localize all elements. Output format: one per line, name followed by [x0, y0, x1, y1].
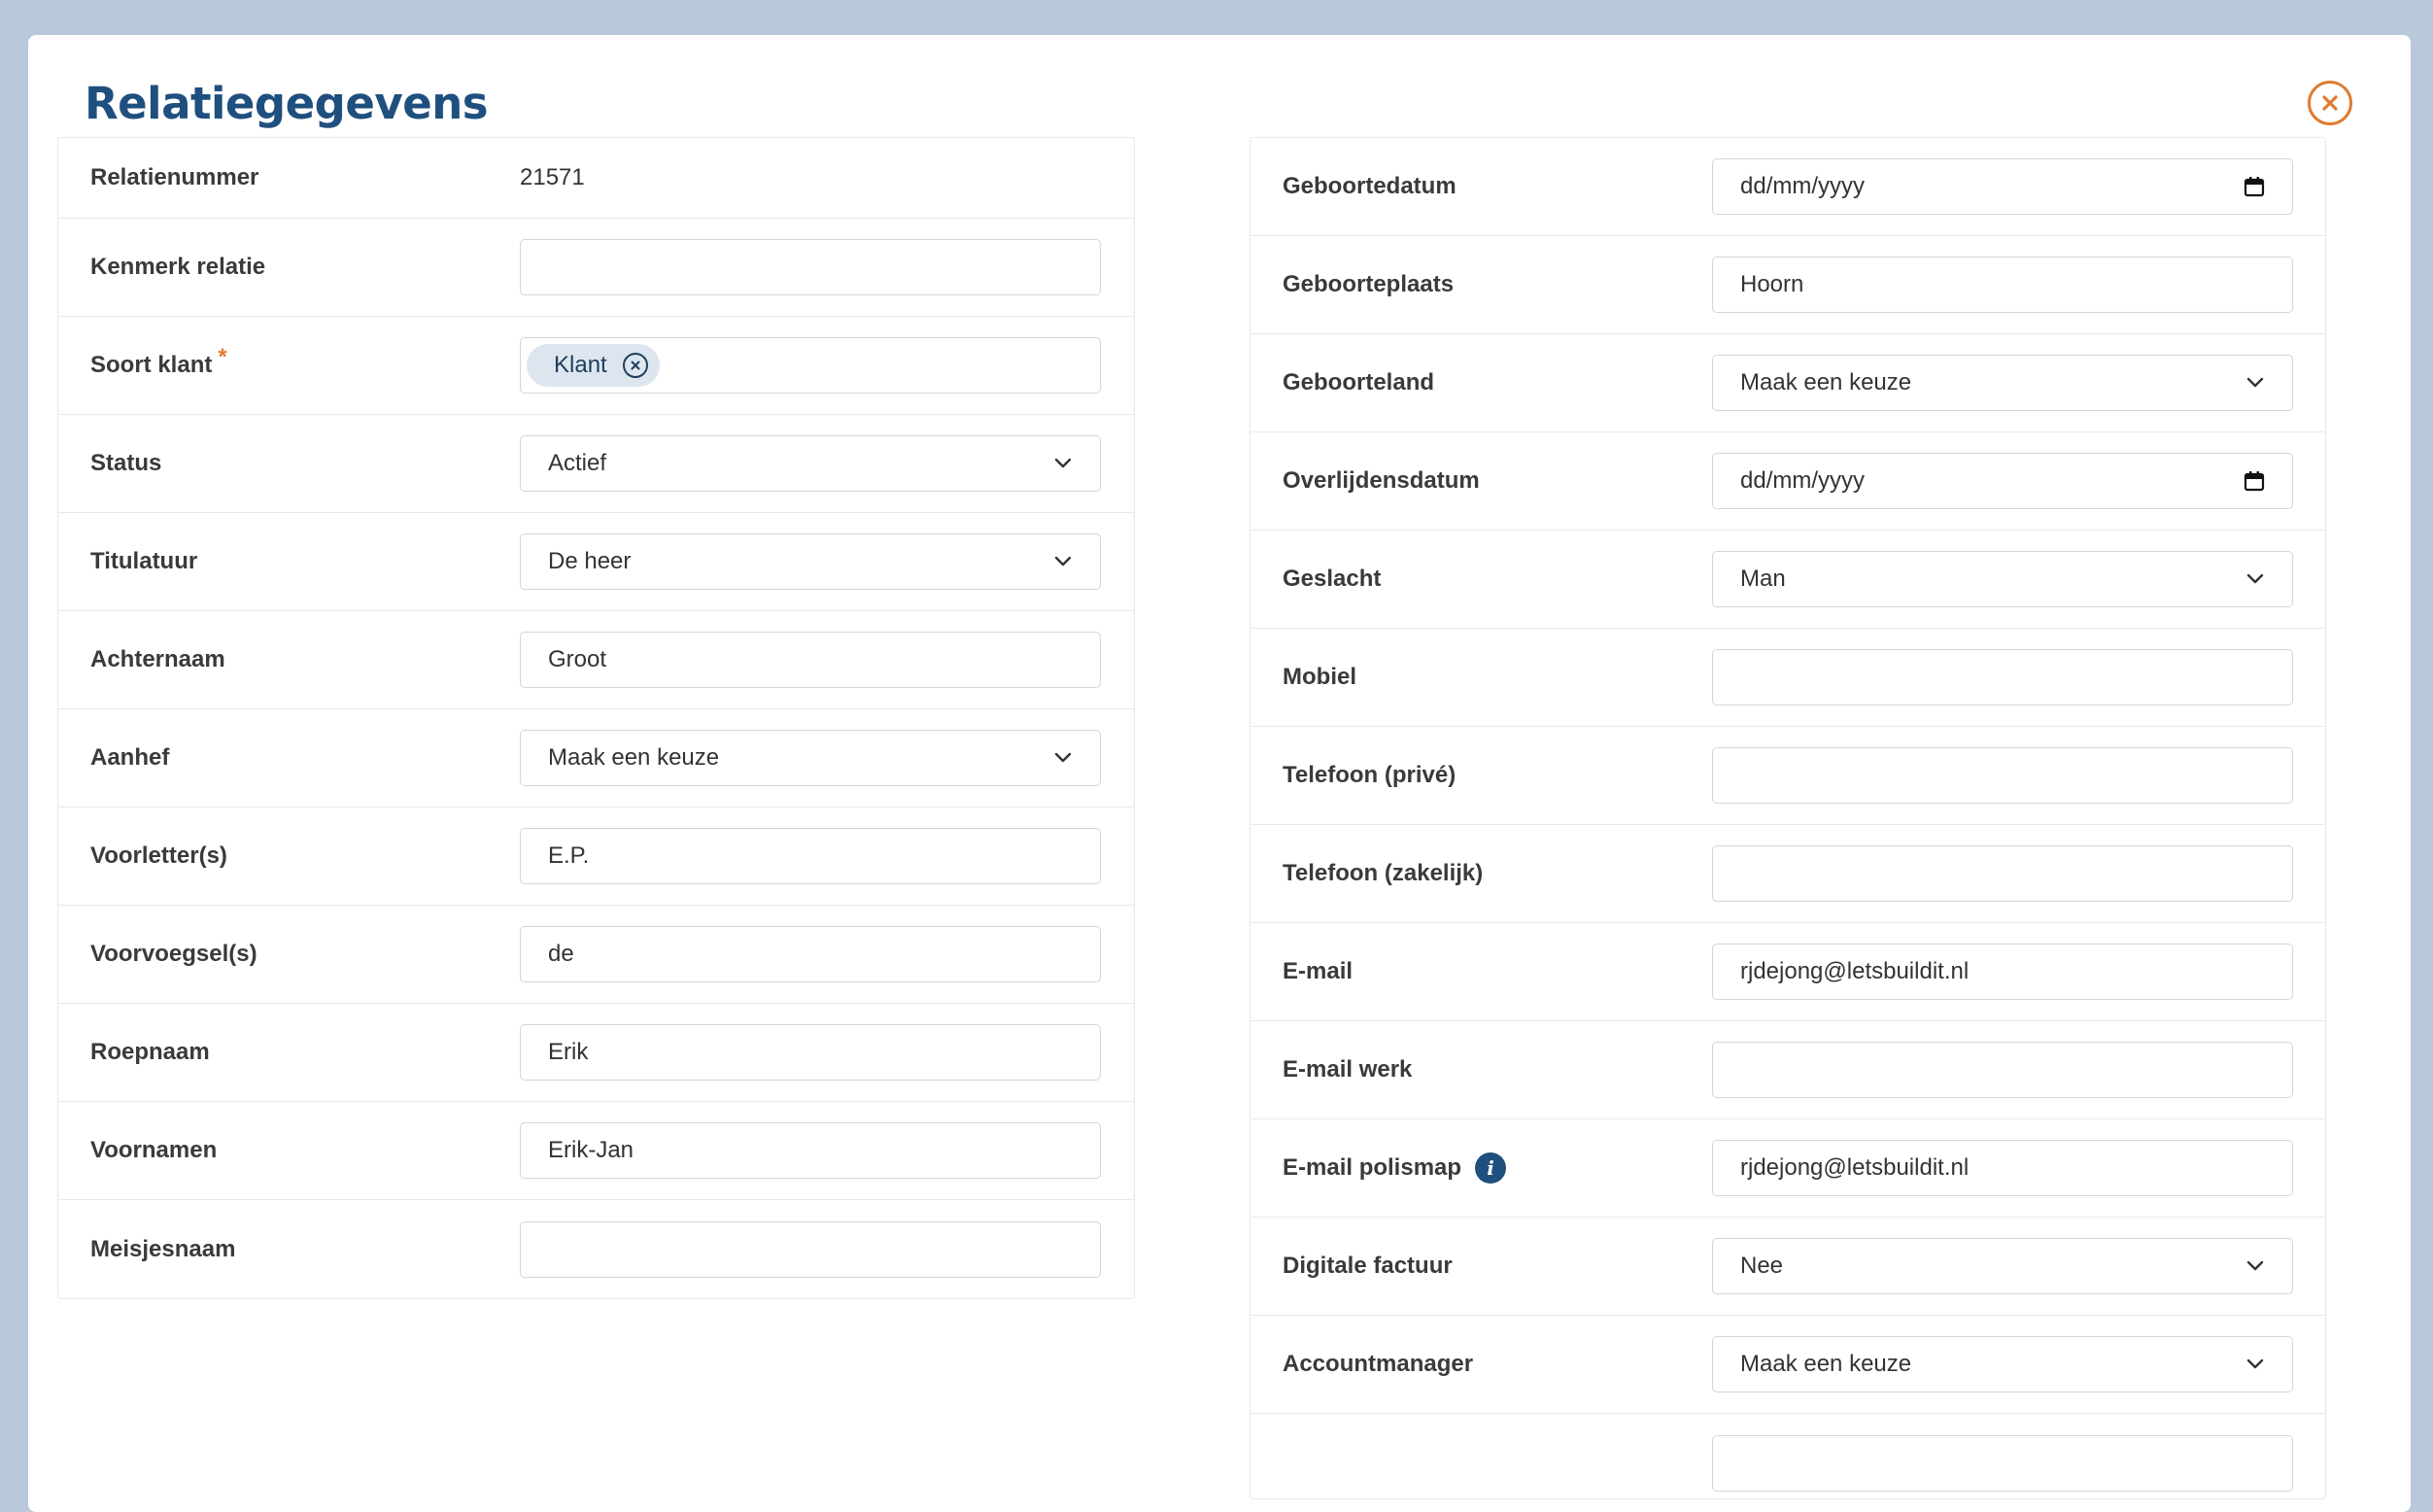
roepnaam-value: Erik	[548, 1039, 589, 1065]
email-werk-label: E-mail werk	[1283, 1056, 1413, 1082]
meisjesnaam-input[interactable]	[520, 1221, 1101, 1278]
geslacht-label: Geslacht	[1283, 566, 1382, 592]
geboorteplaats-label: Geboorteplaats	[1283, 271, 1455, 297]
geboorteplaats-value: Hoorn	[1740, 271, 1804, 297]
geslacht-value: Man	[1740, 566, 1786, 592]
overlijdensdatum-label: Overlijdensdatum	[1283, 467, 1480, 494]
overlijdensdatum-date-input[interactable]	[1712, 453, 2293, 509]
digitale-factuur-label: Digitale factuur	[1283, 1253, 1453, 1279]
geboorteland-select[interactable]	[1712, 355, 2293, 411]
mobiel-input[interactable]	[1712, 649, 2293, 705]
roepnaam-label: Roepnaam	[90, 1039, 210, 1065]
klant-tag	[527, 344, 660, 387]
row-status	[58, 415, 1134, 513]
geboorteland-label: Geboorteland	[1283, 369, 1435, 395]
row-kenmerk	[58, 219, 1134, 317]
relatienummer-value: 21571	[520, 164, 585, 190]
telefoon-zakelijk-input[interactable]	[1712, 845, 2293, 902]
email-polismap-label-text: E-mail polismap	[1283, 1154, 1462, 1181]
geboorteland-value: Maak een keuze	[1740, 369, 1912, 395]
row-geslacht	[1251, 531, 2325, 629]
row-roepnaam	[58, 1004, 1134, 1102]
voorvoegsels-input[interactable]	[520, 926, 1101, 982]
right-form-panel	[1250, 137, 2326, 1499]
row-telefoon-prive	[1251, 727, 2325, 825]
email-value: rjdejong@letsbuildit.nl	[1740, 958, 1970, 984]
titulatuur-value: De heer	[548, 548, 632, 574]
status-label: Status	[90, 450, 162, 476]
kenmerk-label: Kenmerk relatie	[90, 254, 266, 280]
aanhef-label: Aanhef	[90, 744, 170, 771]
row-geboortedatum	[1251, 138, 2325, 236]
achternaam-value: Groot	[548, 646, 607, 672]
overlijdensdatum-value: dd/mm/yyyy	[1740, 467, 1866, 494]
accountmanager-label: Accountmanager	[1283, 1351, 1474, 1377]
geboortedatum-label: Geboortedatum	[1283, 173, 1456, 199]
chevron-down-icon	[2245, 573, 2265, 585]
telefoon-prive-input[interactable]	[1712, 747, 2293, 804]
email-polismap-value: rjdejong@letsbuildit.nl	[1740, 1154, 1970, 1181]
row-meisjesnaam	[58, 1200, 1134, 1298]
soort-klant-label	[90, 344, 227, 379]
geslacht-select[interactable]	[1712, 551, 2293, 607]
voornamen-value: Erik-Jan	[548, 1137, 634, 1163]
accountmanager-value: Maak een keuze	[1740, 1351, 1912, 1377]
geboortedatum-value: dd/mm/yyyy	[1740, 173, 1866, 199]
mobiel-label: Mobiel	[1283, 664, 1356, 690]
row-aanhef	[58, 709, 1134, 808]
email-label: E-mail	[1283, 958, 1354, 984]
row-achternaam	[58, 611, 1134, 709]
chevron-down-icon	[2245, 1358, 2265, 1370]
row-email-polismap	[1251, 1119, 2325, 1218]
roepnaam-input[interactable]	[520, 1024, 1101, 1081]
email-polismap-input[interactable]	[1712, 1140, 2293, 1196]
relatienummer-label: Relatienummer	[90, 164, 259, 190]
row-next-partial	[1251, 1414, 2325, 1499]
tag-remove-button[interactable]	[623, 353, 648, 378]
row-voornamen	[58, 1102, 1134, 1200]
geboortedatum-date-input[interactable]	[1712, 158, 2293, 215]
row-geboorteland	[1251, 334, 2325, 432]
digitale-factuur-select[interactable]	[1712, 1238, 2293, 1294]
chevron-down-icon	[2245, 377, 2265, 389]
geboorteplaats-input[interactable]	[1712, 257, 2293, 313]
voorletters-input[interactable]	[520, 828, 1101, 884]
telefoon-zakelijk-label: Telefoon (zakelijk)	[1283, 860, 1484, 886]
close-button[interactable]	[2308, 81, 2352, 125]
row-overlijdensdatum	[1251, 432, 2325, 531]
row-email	[1251, 923, 2325, 1021]
row-relatienummer	[58, 138, 1134, 219]
row-geboorteplaats	[1251, 236, 2325, 334]
status-value: Actief	[548, 450, 607, 476]
calendar-icon[interactable]	[2244, 176, 2265, 197]
info-icon[interactable]: i	[1475, 1152, 1506, 1184]
aanhef-value: Maak een keuze	[548, 744, 720, 771]
row-mobiel	[1251, 629, 2325, 727]
email-input[interactable]	[1712, 944, 2293, 1000]
row-digitale-factuur	[1251, 1218, 2325, 1316]
close-icon	[2320, 93, 2340, 113]
email-polismap-label	[1283, 1152, 1506, 1184]
row-email-werk	[1251, 1021, 2325, 1119]
voornamen-input[interactable]	[520, 1122, 1101, 1179]
digitale-factuur-value: Nee	[1740, 1253, 1784, 1279]
achternaam-input[interactable]	[520, 632, 1101, 688]
meisjesnaam-label: Meisjesnaam	[90, 1235, 236, 1262]
titulatuur-select[interactable]	[520, 533, 1101, 590]
page-title: Relatiegegevens	[85, 78, 489, 129]
aanhef-select[interactable]	[520, 730, 1101, 786]
chevron-down-icon	[1053, 458, 1073, 469]
accountmanager-select[interactable]	[1712, 1336, 2293, 1392]
voorletters-value: E.P.	[548, 842, 590, 869]
voorvoegsels-label: Voorvoegsel(s)	[90, 941, 257, 967]
chevron-down-icon	[2245, 1260, 2265, 1272]
email-werk-input[interactable]	[1712, 1042, 2293, 1098]
soort-klant-multiselect[interactable]	[520, 337, 1101, 394]
telefoon-prive-label: Telefoon (privé)	[1283, 762, 1456, 788]
row-accountmanager	[1251, 1316, 2325, 1414]
kenmerk-input[interactable]	[520, 239, 1101, 295]
required-marker: *	[218, 344, 227, 370]
voornamen-label: Voornamen	[90, 1137, 218, 1163]
row-titulatuur	[58, 513, 1134, 611]
soort-klant-label-text: Soort klant	[90, 352, 213, 378]
left-form-panel	[57, 137, 1135, 1299]
next-field-input[interactable]	[1712, 1435, 2293, 1492]
achternaam-label: Achternaam	[90, 646, 225, 672]
chevron-down-icon	[1053, 556, 1073, 567]
row-soort-klant	[58, 317, 1134, 415]
row-voorletters	[58, 808, 1134, 906]
voorvoegsels-value: de	[548, 941, 574, 967]
calendar-icon[interactable]	[2244, 470, 2265, 492]
row-telefoon-zakelijk	[1251, 825, 2325, 923]
remove-icon	[630, 360, 641, 371]
klant-tag-label: Klant	[554, 352, 607, 378]
titulatuur-label: Titulatuur	[90, 548, 198, 574]
row-voorvoegsels	[58, 906, 1134, 1004]
chevron-down-icon	[1053, 752, 1073, 764]
voorletters-label: Voorletter(s)	[90, 842, 227, 869]
status-select[interactable]	[520, 435, 1101, 492]
